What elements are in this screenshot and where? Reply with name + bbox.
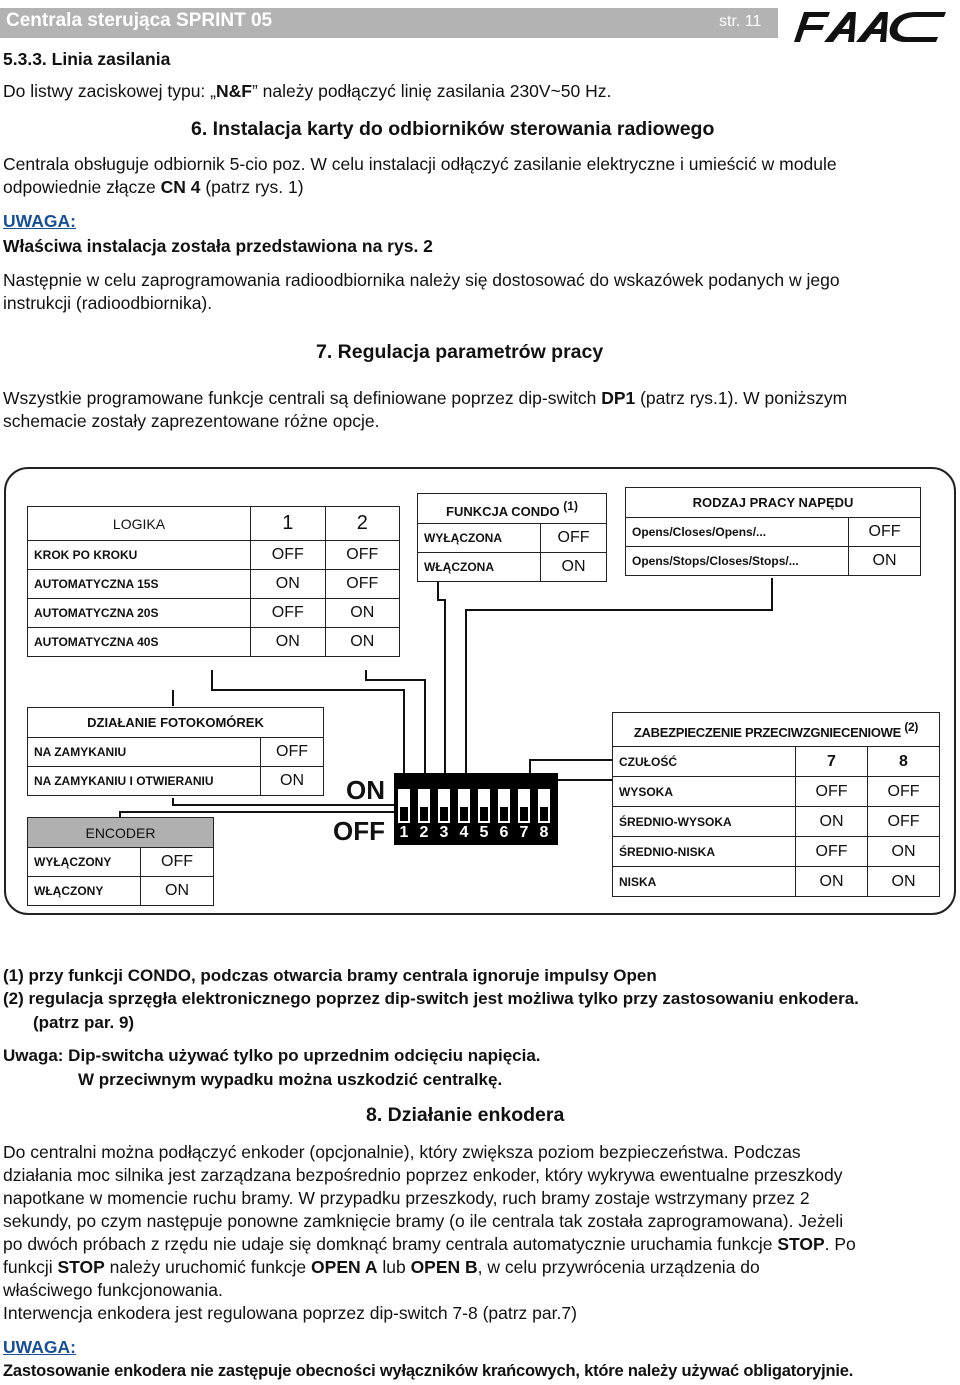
section-533-heading: 5.3.3. Linia zasilania xyxy=(3,49,171,69)
section-8-line7: właściwego funkcjonowania. xyxy=(3,1280,223,1300)
dip-switch-block xyxy=(394,773,558,845)
dip-switch-3 xyxy=(438,789,450,823)
condo-row: WYŁĄCZONA OFF xyxy=(418,524,607,553)
section-7-line1: Wszystkie programowane funkcje centrali są definiowane poprzez dip-switch DP1 (patrz rys.1). W poniższym xyxy=(3,388,848,408)
rodzaj-title: RODZAJ PRACY NAPĘDU xyxy=(626,488,921,518)
section-8-final: Zastosowanie enkodera nie zastępuje obecności wyłączników krańcowych, które należy używać obligatoryjnie. xyxy=(3,1362,854,1380)
dip-number: 7 xyxy=(519,824,529,841)
dip-switch-6 xyxy=(498,789,510,823)
section-533-text: Do listwy zaciskowej typu: „N&F” należy podłączyć linię zasilania 230V~50 Hz. xyxy=(3,81,612,101)
logika-col-1: 1 xyxy=(251,507,326,541)
zabezp-row: NISKA ON ON xyxy=(613,867,940,897)
logika-title: LOGIKA xyxy=(28,507,251,541)
logika-table xyxy=(27,506,400,657)
logika-col-2: 2 xyxy=(325,507,400,541)
section-8-line4: sekundy, po czym następuje ponowne zamknięcie bramy (o ile centrala tak została zaprogramowana). Jeżeli xyxy=(3,1211,844,1231)
dip-off-label: OFF xyxy=(333,816,385,846)
header-title: Centrala sterująca SPRINT 05 xyxy=(6,10,273,31)
section-8-line5: po dwóch próbach z rzędu nie udaje się domknąć bramy centrala automatycznie uruchamia funkcje STOP. Po xyxy=(3,1234,856,1254)
uwaga-dip-2: W przeciwnym wypadku można uszkodzić centralkę. xyxy=(78,1070,503,1089)
logika-row: AUTOMATYCZNA 20S OFF ON xyxy=(28,599,400,628)
foto-row: NA ZAMYKANIU OFF xyxy=(28,738,324,767)
section-8-line2: działania moc silnika jest zarządzana bezpośrednio poprzez enkoder, który wykrywa ewentualne przeszkody xyxy=(3,1165,843,1185)
dip-number: 6 xyxy=(499,824,509,841)
dip-switch-8 xyxy=(538,789,550,823)
dip-number: 8 xyxy=(539,824,549,841)
section-6-line3: Następnie w celu zaprogramowania radioodbiornika należy się dostosować do wskazówek podanych w jego xyxy=(3,270,840,290)
section-6-line4: instrukcji (radioodbiornika). xyxy=(3,293,213,313)
zabezp-table: ZABEZPIECZENIE PRZECIWZGNIECENIOWE (2) CZUŁOŚĆ 7 8 WYSOKA OFF OFF ŚREDNIO-WYSOKA ON OFF ŚREDNIO-NISKA OFF ON NISKA ON ON xyxy=(612,712,940,897)
section-6-line1: Centrala obsługuje odbiornik 5-cio poz. W celu instalacji odłączyć zasilanie elektryczne i umieścić w module xyxy=(3,154,837,174)
encoder-row: WYŁĄCZONY OFF xyxy=(28,848,214,877)
footnote-2: (2) regulacja sprzęgła elektronicznego poprzez dip-switch jest możliwa tylko przy zastosowaniu enkodera. xyxy=(3,989,859,1008)
rodzaj-row: Opens/Stops/Closes/Stops/... ON xyxy=(626,547,921,576)
dip-switch-2 xyxy=(418,789,430,823)
dip-number: 3 xyxy=(439,824,449,841)
uwaga-label-1: UWAGA: xyxy=(3,211,76,231)
section-8-line8: Interwencja enkodera jest regulowana poprzez dip-switch 7-8 (patrz par.7) xyxy=(3,1303,577,1323)
zabezp-row: ŚREDNIO-NISKA OFF ON xyxy=(613,837,940,867)
foto-row: NA ZAMYKANIU I OTWIERANIU ON xyxy=(28,767,324,796)
logika-row: KROK PO KROKU OFF OFF xyxy=(28,541,400,570)
zabezp-title: ZABEZPIECZENIE PRZECIWZGNIECENIOWE (2) xyxy=(613,713,940,747)
section-6-line2: odpowiednie złącze CN 4 (patrz rys. 1) xyxy=(3,177,304,197)
encoder-table xyxy=(27,817,214,906)
foto-table xyxy=(27,707,324,796)
zabezp-row: WYSOKA OFF OFF xyxy=(613,777,940,807)
condo-table xyxy=(417,493,607,582)
dip-switch-5 xyxy=(478,789,490,823)
footnote-1: (1) przy funkcji CONDO, podczas otwarcia bramy centrala ignoruje impulsy Open xyxy=(3,966,657,985)
dip-switch-1 xyxy=(398,789,410,823)
dip-number: 5 xyxy=(479,824,489,841)
section-8-heading: 8. Działanie enkodera xyxy=(366,1104,565,1126)
encoder-title: ENCODER xyxy=(28,818,214,848)
condo-title: FUNKCJA CONDO (1) xyxy=(418,494,607,524)
encoder-row: WŁĄCZONY ON xyxy=(28,877,214,906)
footnote-2-ref: (patrz par. 9) xyxy=(33,1013,135,1032)
section-8-line1: Do centralni można podłączyć enkoder (opcjonalnie), który zwiększa poziom bezpieczeństwa. Podczas xyxy=(3,1142,801,1162)
dip-switch-7 xyxy=(518,789,530,823)
logika-row: AUTOMATYCZNA 15S ON OFF xyxy=(28,570,400,599)
section-6-heading: 6. Instalacja karty do odbiorników sterowania radiowego xyxy=(191,118,715,140)
uwaga-dip: Uwaga: Dip-switcha używać tylko po uprzednim odcięciu napięcia. xyxy=(3,1046,541,1065)
logika-row: AUTOMATYCZNA 40S ON ON xyxy=(28,628,400,657)
section-6-warning: Właściwa instalacja została przedstawiona na rys. 2 xyxy=(3,236,433,256)
section-8-line6: funkcji STOP należy uruchomić funkcje OPEN A lub OPEN B, w celu przywrócenia urządzenia do xyxy=(3,1257,760,1277)
condo-row: WŁĄCZONA ON xyxy=(418,553,607,582)
rodzaj-table xyxy=(625,487,921,576)
zabezp-row: ŚREDNIO-WYSOKA ON OFF xyxy=(613,807,940,837)
foto-title: DZIAŁANIE FOTOKOMÓREK xyxy=(28,708,324,738)
dip-on-label: ON xyxy=(346,775,385,805)
rodzaj-row: Opens/Closes/Opens/... OFF xyxy=(626,518,921,547)
dip-switch-4 xyxy=(458,789,470,823)
section-7-heading: 7. Regulacja parametrów pracy xyxy=(316,341,604,363)
section-7-line2: schemacie zostały zaprezentowane różne opcje. xyxy=(3,411,380,431)
page-number: str. 11 xyxy=(719,13,762,30)
section-8-line3: napotkane w momencie ruchu bramy. W przypadku przeszkody, ruch bramy zostaje wstrzymany przez 2 xyxy=(3,1188,810,1208)
dip-number: 2 xyxy=(419,824,429,841)
dip-number: 4 xyxy=(459,824,469,841)
dip-number: 1 xyxy=(399,824,409,841)
uwaga-label-2: UWAGA: xyxy=(3,1337,76,1357)
